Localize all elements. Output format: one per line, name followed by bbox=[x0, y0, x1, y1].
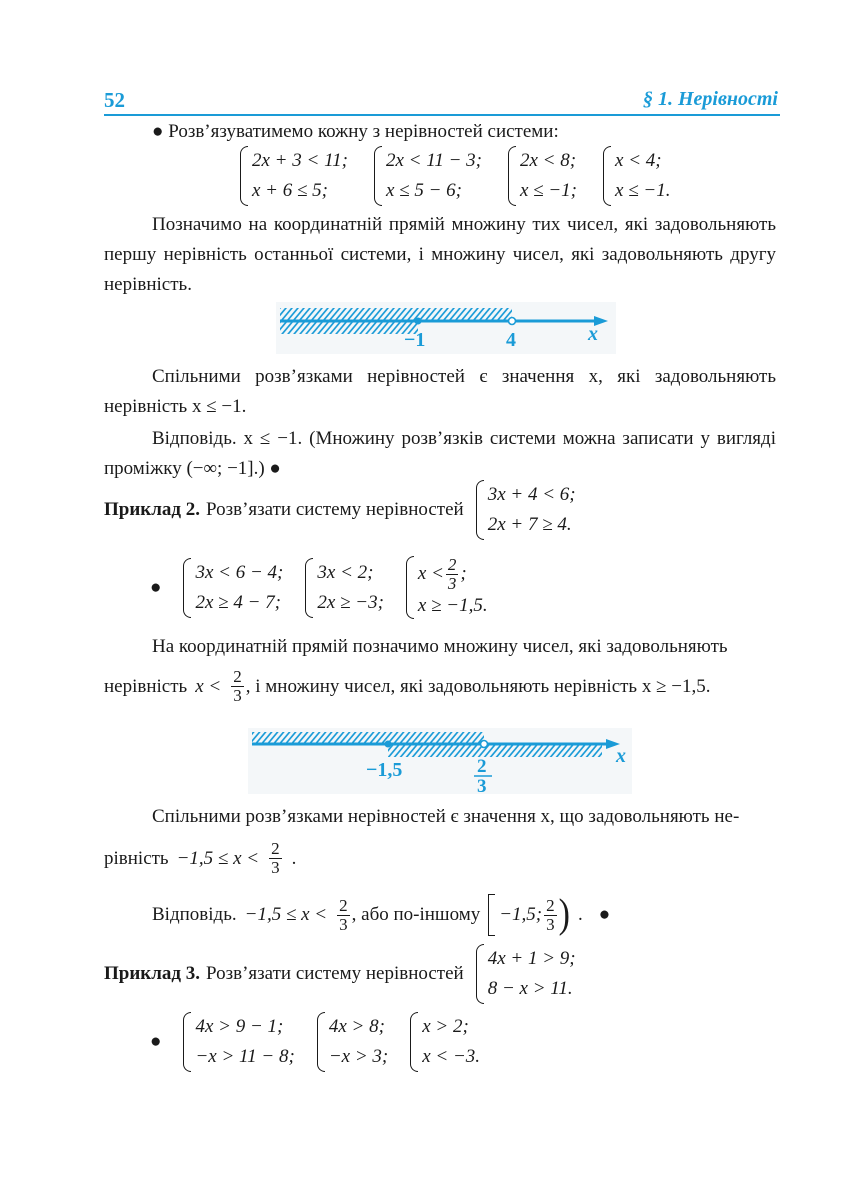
ex2-system-b: 3x < 2; 2x ≥ −3; bbox=[305, 558, 384, 618]
system-4: x < 4; x ≤ −1. bbox=[603, 146, 670, 206]
label-minus1-5: −1,5 bbox=[366, 759, 403, 781]
intro-text: ● Розв’язуватимемо кожну з нерівностей системи: bbox=[152, 121, 559, 142]
example-2-text: Розв’язати систему нерівностей bbox=[206, 499, 464, 520]
point-4 bbox=[509, 318, 516, 325]
label-two-thirds-num: 2 bbox=[477, 756, 487, 777]
system-2: 2x < 11 − 3; x ≤ 5 − 6; bbox=[374, 146, 482, 206]
hatch-x-ge-minus1-5 bbox=[388, 745, 602, 757]
hatch-x-less-4 bbox=[280, 308, 512, 320]
axis-label-x: x bbox=[588, 323, 598, 345]
number-line-2 bbox=[248, 728, 632, 794]
ex2-paragraph-1: На координатній прямій позначимо множину чисел, які задовольняють bbox=[152, 636, 728, 657]
ex3-system-c: x > 2; x < −3. bbox=[410, 1012, 480, 1072]
ex2-system-a: 3x < 6 − 4; 2x ≥ 4 − 7; bbox=[183, 558, 283, 618]
hatch-x-le-minus1 bbox=[280, 322, 418, 334]
ex2-paragraph-2: нерівність x < $\frac{2}{3}$ , і множину чисел, які задовольняють нерівність x ≥ −1,5. bbox=[104, 667, 711, 705]
label-4: 4 bbox=[506, 329, 516, 351]
page-number: 52 bbox=[104, 88, 125, 112]
axis-label-x: x bbox=[616, 745, 626, 767]
paragraph-2: Спільними розв’язками нерівностей є значення x, які задовольняють нерівність x ≤ −1. bbox=[104, 366, 776, 417]
systems-chain bbox=[240, 146, 670, 206]
point-two-thirds bbox=[481, 741, 488, 748]
example-3-solution bbox=[150, 1012, 480, 1072]
bullet: ● bbox=[150, 1031, 162, 1052]
ex2-paragraph-3: Спільними розв’язками нерівностей є значення x, що задовольняють не- bbox=[152, 806, 740, 827]
ex3-system-b: 4x > 8; −x > 3; bbox=[317, 1012, 388, 1072]
section-title: § 1. Нерівності bbox=[642, 88, 778, 110]
paragraph-3: Відповідь. x ≤ −1. (Множину розв’язків системи можна записати у вигляді проміжку (−∞; −1].) ● bbox=[104, 428, 776, 479]
example-2-solution bbox=[150, 556, 488, 619]
number-line-1 bbox=[276, 302, 616, 354]
example-2-heading bbox=[104, 480, 576, 540]
ex2-system-c: x < $\frac{2}{3}$ ; x ≥ −1,5. bbox=[406, 556, 488, 619]
system-1: 2x + 3 < 11; x + 6 ≤ 5; bbox=[240, 146, 348, 206]
ex3-system-a: 4x > 9 − 1; −x > 11 − 8; bbox=[183, 1012, 294, 1072]
point-minus1-5 bbox=[385, 741, 392, 748]
example-3-title: Приклад 3. bbox=[104, 963, 201, 984]
label-two-thirds-den: 3 bbox=[477, 776, 487, 794]
label-minus1: −1 bbox=[404, 329, 426, 351]
ex2-paragraph-4: рівність −1,5 ≤ x < $\frac{2}{3}$ . bbox=[104, 839, 297, 877]
ex2-answer: Відповідь. −1,5 ≤ x < $\frac{2}{3}$ , або по-іншому −1,5; $\frac{2}{3}$ ) . ● bbox=[152, 892, 611, 937]
hatch-x-less-two-thirds bbox=[252, 732, 484, 744]
point-minus1 bbox=[415, 318, 422, 325]
example-3-text: Розв’язати систему нерівностей bbox=[206, 963, 464, 984]
paragraph-1: Позначимо на координатній прямій множину тих чисел, які задовольняють першу нерівність останньої системи, і множину чисел, які задовольняють другу нерівність. bbox=[104, 214, 776, 295]
example-3-system: 4x + 1 > 9; 8 − x > 11. bbox=[476, 944, 576, 1004]
header-rule bbox=[104, 114, 780, 116]
example-3-heading bbox=[104, 944, 576, 1004]
system-3: 2x < 8; x ≤ −1; bbox=[508, 146, 577, 206]
example-2-title: Приклад 2. bbox=[104, 499, 201, 520]
bullet: ● bbox=[150, 576, 162, 598]
example-2-system: 3x + 4 < 6; 2x + 7 ≥ 4. bbox=[476, 480, 576, 540]
interval: −1,5; $\frac{2}{3}$ ) bbox=[488, 894, 570, 936]
